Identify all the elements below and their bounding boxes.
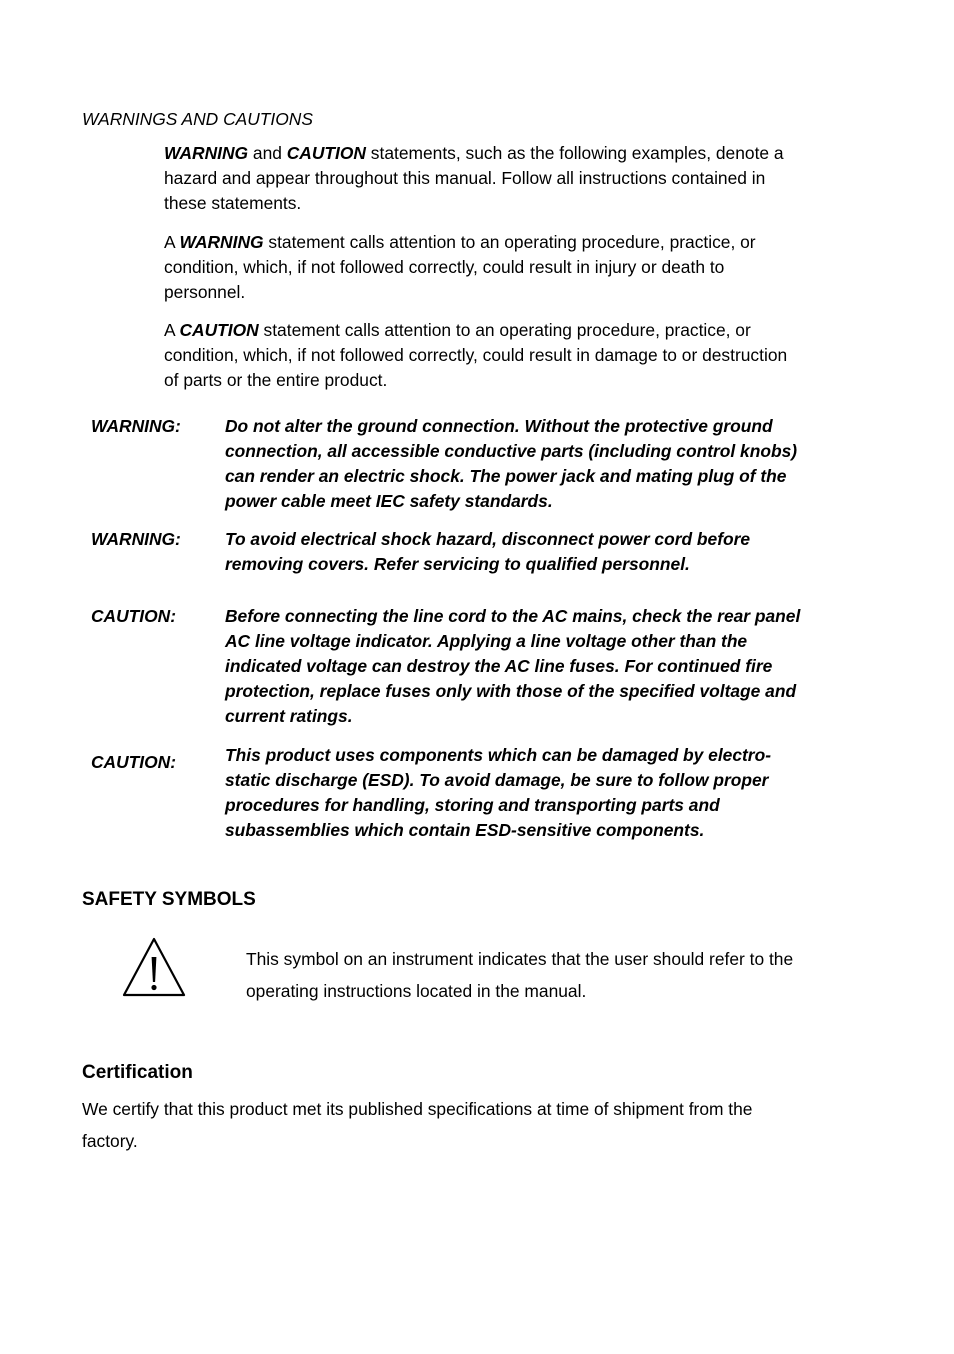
notice-text-line: removing covers. Refer servicing to qualified personnel. [225,554,690,574]
notice-text-line: protection, replace fuses only with those of the specified voltage and [225,681,797,701]
intro-paragraph-3-line-2: condition, which, if not followed correctly, could result in damage to or destruction [164,345,788,365]
intro-p2-rest: statement calls attention to an operating procedure, practice, or [263,232,756,252]
article-a: A [164,320,180,340]
notice-label: WARNING: [91,416,181,436]
notice-text-line: static discharge (ESD). To avoid damage, be sure to follow proper [225,770,769,790]
safety-symbol-description-line: operating instructions located in the manual. [246,981,587,1001]
intro-p1-rest: statements, such as the following examples, denote a [365,143,784,163]
notice-label: WARNING: [91,529,181,549]
notice-text-line: current ratings. [225,706,353,726]
intro-paragraph-1-line-1 [164,141,784,166]
warning-triangle-icon [121,936,187,998]
intro-paragraph-3-line-1 [164,318,751,343]
notice-text-line: Do not alter the ground connection. Without the protective ground [225,416,773,436]
notice-text-line: can render an electric shock. The power jack and mating plug of the [225,466,787,486]
notice-label: CAUTION: [91,606,177,626]
intro-and-text: and [248,143,287,163]
notice-text-line: Before connecting the line cord to the AC mains, check the rear panel [225,606,801,626]
warnings-cautions-heading: WARNINGS AND CAUTIONS [82,109,313,129]
caution-keyword: CAUTION [179,320,259,340]
warning-keyword: WARNING [179,232,264,252]
intro-paragraph-2-line-1 [164,230,756,255]
notice-text-line: procedures for handling, storing and transporting parts and [225,795,720,815]
caution-keyword: CAUTION [286,143,366,163]
article-a: A [164,232,180,252]
notice-text-line: AC line voltage indicator. Applying a line voltage other than the [225,631,748,651]
intro-paragraph-2-line-3: personnel. [164,282,246,302]
safety-symbol-description-line: This symbol on an instrument indicates that the user should refer to the [246,949,794,969]
notice-text-line: This product uses components which can be damaged by electro- [225,745,771,765]
intro-paragraph-1-line-2: hazard and appear throughout this manual. Follow all instructions contained in [164,168,766,188]
notice-text-line: power cable meet IEC safety standards. [225,491,553,511]
notice-text-line: To avoid electrical shock hazard, disconnect power cord before [225,529,751,549]
notice-text-line: indicated voltage can destroy the AC line fuses. For continued fire [225,656,773,676]
certification-heading: Certification [82,1062,193,1083]
intro-p3-rest: statement calls attention to an operating procedure, practice, or [258,320,751,340]
notice-text-line: subassemblies which contain ESD-sensitive components. [225,820,705,840]
intro-paragraph-1-line-3: these statements. [164,193,302,213]
intro-paragraph-2-line-2: condition, which, if not followed correctly, could result in injury or death to [164,257,725,277]
notice-label: CAUTION: [91,752,177,772]
notice-text-line: connection, all accessible conductive parts (including control knobs) [225,441,798,461]
intro-paragraph-3-line-3: of parts or the entire product. [164,370,388,390]
certification-text-line: We certify that this product met its published specifications at time of shipment from the [82,1099,753,1119]
certification-text-line: factory. [82,1131,138,1151]
safety-symbols-heading: SAFETY SYMBOLS [82,889,256,910]
warning-keyword: WARNING [164,143,249,163]
